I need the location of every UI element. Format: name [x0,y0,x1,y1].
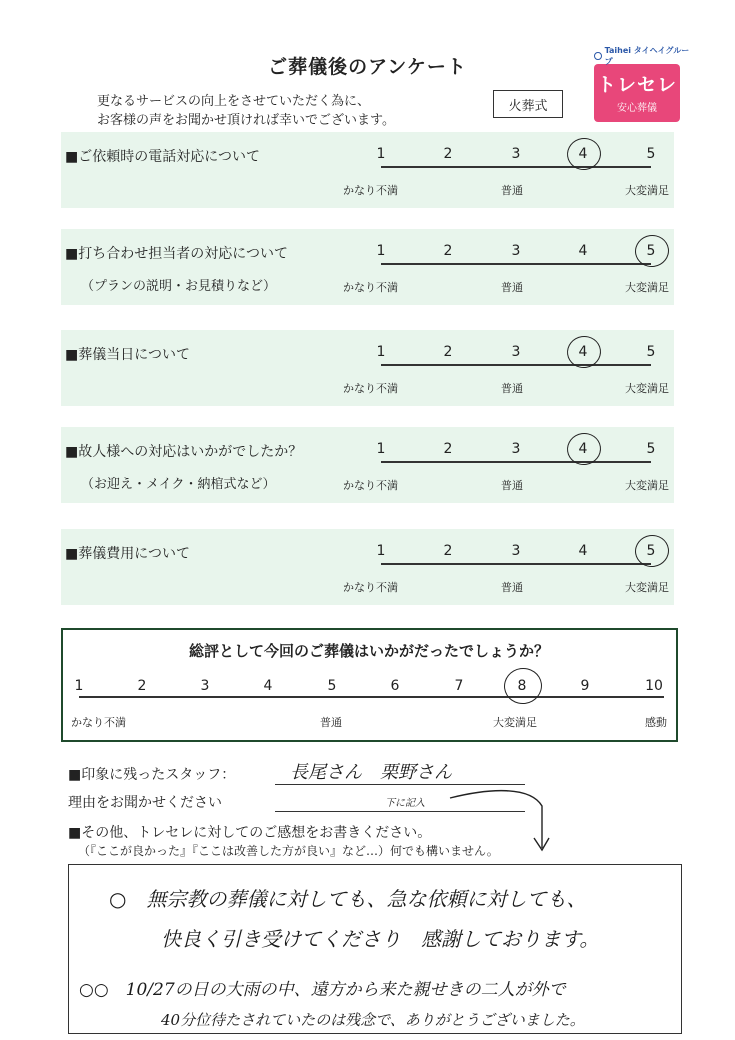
overall-option-4[interactable]: 4 [263,678,273,694]
rating-option-4[interactable]: 4 [578,543,588,559]
overall-option-9[interactable]: 9 [580,678,590,694]
scale-label-low: かなり不満 [343,281,398,294]
question-sublabel: （プランの説明・お見積りなど） [81,279,277,294]
question-row-4 [61,427,674,503]
overall-option-3[interactable]: 3 [200,678,210,694]
question-label: ■葬儀費用について [65,546,190,562]
scale-label-low: かなり不満 [343,184,398,197]
logo-tagline: 安心葬儀 [617,103,657,114]
question-row-2 [61,229,674,305]
comment-line-3: ○○ 10/27の日の大雨の中、遠方から来た親せきの二人が外で [79,980,566,1000]
comment-line-1: ○ 無宗教の葬儀に対しても、急な依頼に対しても、 [109,887,587,911]
comment-line-2: 快良く引き受けてくださり 感謝しております。 [161,927,600,951]
question-row-3 [61,330,674,406]
other-feedback-sublabel: （『ここが良かった』『ここは改善した方が良い』など…）何でも構いません。 [78,844,499,858]
scale-label-high: 大変満足 [625,281,669,294]
scale-label-low: かなり不満 [343,581,398,594]
rating-option-3[interactable]: 3 [511,344,521,360]
scale-label-high: 大変満足 [625,184,669,197]
rating-option-5[interactable]: 5 [646,146,656,162]
scale-label-high: 大変満足 [625,581,669,594]
question-label: ■葬儀当日について [65,347,190,363]
rating-option-3[interactable]: 3 [511,543,521,559]
intro-text [97,92,395,130]
overall-option-7[interactable]: 7 [454,678,464,694]
question-sublabel: （お迎え・メイク・納棺式など） [81,477,276,492]
ceremony-type-box: 火葬式 [493,90,563,118]
overall-option-8[interactable]: 8 [517,678,527,694]
overall-rating-box [61,628,678,742]
overall-option-10[interactable]: 10 [645,678,663,694]
rating-option-4[interactable]: 4 [578,243,588,259]
company-logo [594,46,690,122]
rating-option-2[interactable]: 2 [443,441,453,457]
logo-name: トレセレ [596,74,677,96]
logo-group-text: Taihei タイヘイグループ [604,46,690,66]
rating-option-5[interactable]: 5 [646,243,656,259]
taihei-logo-icon [594,52,602,60]
scale-label-mid: 普通 [501,581,523,594]
overall-label-low: かなり不満 [71,716,126,729]
staff-underline [275,784,525,785]
rating-option-5[interactable]: 5 [646,543,656,559]
comment-line-4: 40分位待たされていたのは残念で、ありがとうございました。 [161,1011,585,1029]
reason-note: 下に記入 [385,798,425,809]
staff-names: 長尾さん 栗野さん [290,762,452,783]
scale-label-mid: 普通 [501,281,523,294]
intro-line-2: お客様の声をお聞かせ頂ければ幸いでございます。 [97,113,395,128]
overall-question: 総評として今回のご葬儀はいかがだったでしょうか？ [188,642,549,660]
scale-label-mid: 普通 [501,184,523,197]
overall-answer-circle [502,666,545,707]
scale-label-low: かなり不満 [343,382,398,395]
overall-label-mid: 普通 [320,716,342,729]
intro-line-1: 更なるサービスの向上をさせていただく為に、 [97,94,371,109]
rating-option-4[interactable]: 4 [578,146,588,162]
other-feedback-label: ■その他、トレセレに対してのご感想をお書きください。 [68,825,432,841]
question-label: ■打ち合わせ担当者の対応について [65,246,288,262]
question-row-5 [61,529,674,605]
rating-option-1[interactable]: 1 [376,543,386,559]
overall-label-top: 感動 [645,716,667,729]
rating-option-1[interactable]: 1 [376,344,386,360]
overall-option-6[interactable]: 6 [390,678,400,694]
staff-label: ■印象に残ったスタッフ： [68,767,236,783]
rating-option-2[interactable]: 2 [443,543,453,559]
overall-option-2[interactable]: 2 [137,678,147,694]
rating-option-4[interactable]: 4 [578,441,588,457]
rating-option-1[interactable]: 1 [376,441,386,457]
rating-option-2[interactable]: 2 [443,344,453,360]
rating-option-1[interactable]: 1 [376,146,386,162]
rating-option-1[interactable]: 1 [376,243,386,259]
overall-option-1[interactable]: 1 [74,678,84,694]
scale-label-mid: 普通 [501,479,523,492]
question-row-1 [61,132,674,208]
rating-option-2[interactable]: 2 [443,243,453,259]
rating-option-2[interactable]: 2 [443,146,453,162]
reason-label: 理由をお聞かせください [68,795,222,811]
question-label: ■ご依頼時の電話対応について [65,149,260,165]
overall-label-high: 大変満足 [493,716,537,729]
comment-box[interactable] [68,864,682,1034]
page-title: ご葬儀後のアンケート [268,56,467,78]
scale-label-low: かなり不満 [343,479,398,492]
rating-option-5[interactable]: 5 [646,441,656,457]
scale-label-high: 大変満足 [625,479,669,492]
rating-option-4[interactable]: 4 [578,344,588,360]
question-label: ■故人様への対応はいかがでしたか？ [65,444,303,460]
rating-option-3[interactable]: 3 [511,146,521,162]
rating-option-3[interactable]: 3 [511,441,521,457]
scale-label-mid: 普通 [501,382,523,395]
overall-option-5[interactable]: 5 [327,678,337,694]
logo-badge [594,64,680,122]
rating-option-3[interactable]: 3 [511,243,521,259]
rating-option-5[interactable]: 5 [646,344,656,360]
scale-label-high: 大変満足 [625,382,669,395]
